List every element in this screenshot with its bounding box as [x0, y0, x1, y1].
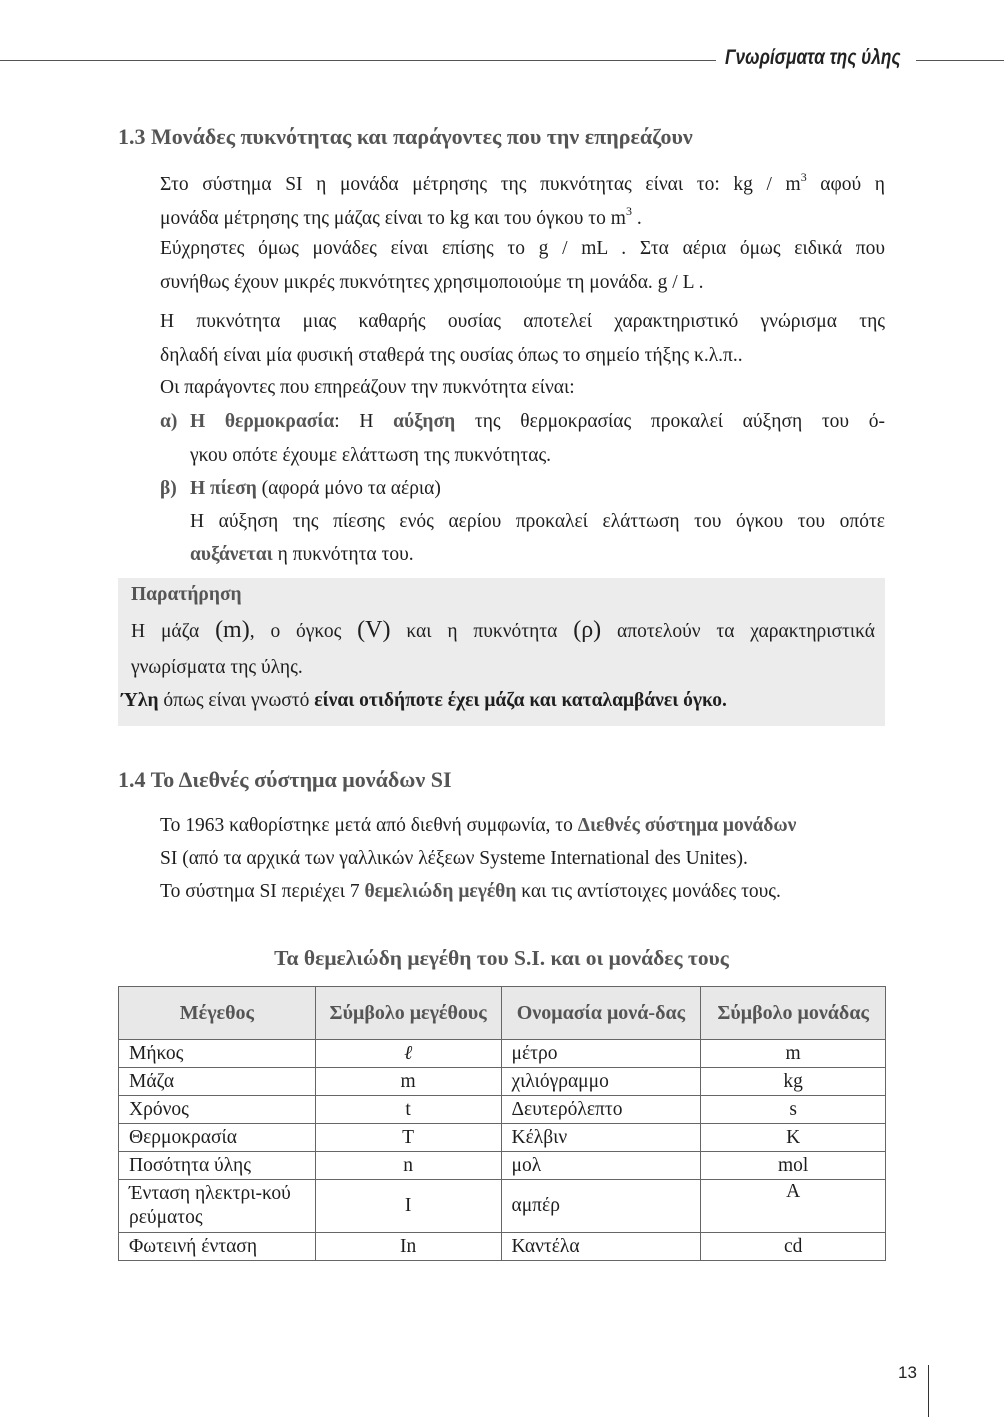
list-item-line: αυξάνεται η πυκνότητα του. — [190, 544, 414, 565]
list-item-line: Η αύξηση της πίεσης ενός αερίου προκαλεί ελάττωση του όγκου του οπότε — [190, 511, 885, 532]
table-row — [119, 1124, 886, 1152]
unit-name-cell: μέτρο — [501, 1040, 701, 1068]
table-row — [119, 1233, 886, 1261]
page-number: 13 — [898, 1363, 917, 1382]
column-header: Σύμβολο μονάδας — [701, 987, 886, 1040]
paragraph-line: Η πυκνότητα μιας καθαρής ουσίας αποτελεί χαρακτηριστικό γνώρισμα της — [160, 311, 885, 332]
unit-symbol-cell: cd — [701, 1233, 886, 1261]
paragraph-line: Οι παράγοντες που επηρεάζουν την πυκνότητα είναι: — [160, 377, 575, 398]
quantity-cell: Μήκος — [119, 1040, 316, 1068]
quantity-cell: Ένταση ηλεκτρι-κού ρεύματος — [119, 1180, 316, 1233]
table-title: Τα θεμελιώδη μεγέθη του S.I. και οι μονάδες τους — [274, 946, 729, 970]
quantity-symbol-cell: In — [315, 1233, 501, 1261]
table-row — [119, 1040, 886, 1068]
list-marker-b: β) — [160, 478, 177, 499]
table-row — [119, 1180, 886, 1233]
paragraph-line: μονάδα μέτρησης της μάζας είναι το kg και του όγκου το $m^3$ . — [160, 204, 642, 229]
quantity-cell: Ποσότητα ύλης — [119, 1152, 316, 1180]
unit-name-cell: Κέλβιν — [501, 1124, 701, 1152]
quantity-cell: Φωτεινή ένταση — [119, 1233, 316, 1261]
list-item-temperature: Η θερμοκρασία: Η αύξηση της θερμοκρασίας προκαλεί αύξηση του ό- — [190, 411, 886, 432]
unit-symbol-cell: A — [701, 1180, 886, 1233]
quantity-symbol-cell: t — [315, 1096, 501, 1124]
unit-symbol-cell: mol — [701, 1152, 886, 1180]
note-title: Παρατήρηση — [131, 584, 242, 605]
list-marker-a: α) — [160, 411, 178, 432]
header-rule-left — [0, 60, 716, 61]
unit-name-cell: Καντέλα — [501, 1233, 701, 1261]
unit-symbol-cell: m — [701, 1040, 886, 1068]
unit-name-cell: χιλιόγραμμο — [501, 1068, 701, 1096]
list-item-line: γκου οπότε έχουμε ελάττωση της πυκνότητας. — [190, 445, 552, 466]
quantity-cell: Θερμοκρασία — [119, 1124, 316, 1152]
paragraph-line: SI (από τα αρχικά των γαλλικών λέξεων Systeme International des Unites). — [160, 848, 748, 869]
unit-symbol-cell: K — [701, 1124, 886, 1152]
quantity-symbol-cell: m — [315, 1068, 501, 1096]
table-row — [119, 1152, 886, 1180]
section-heading-1-4: 1.4 Το Διεθνές σύστημα μονάδων SI — [118, 767, 452, 792]
unit-symbol-cell: s — [701, 1096, 886, 1124]
header-rule-right — [916, 60, 1004, 61]
list-item-pressure: Η πίεση (αφορά μόνο τα αέρια) — [190, 478, 441, 499]
column-header: Σύμβολο μεγέθους — [315, 987, 501, 1040]
note-line: γνωρίσματα της ύλης. — [131, 657, 303, 678]
paragraph-line: συνήθως έχουν μικρές πυκνότητες χρησιμοποιούμε τη μονάδα. g / L . — [160, 272, 704, 293]
quantity-cell: Μάζα — [119, 1068, 316, 1096]
quantity-symbol-cell: T — [315, 1124, 501, 1152]
section-heading-1-3: 1.3 Μονάδες πυκνότητας και παράγοντες που την επηρεάζουν — [118, 124, 693, 149]
column-header: Μέγεθος — [119, 987, 316, 1040]
note-line: Ύλη όπως είναι γνωστό είναι οτιδήποτε έχει μάζα και καταλαμβάνει όγκο. — [121, 690, 727, 711]
unit-name-cell: Δευτερόλεπτο — [501, 1096, 701, 1124]
unit-name-cell: μολ — [501, 1152, 701, 1180]
paragraph-line: Στο σύστημα SI η μονάδα μέτρησης της πυκνότητας είναι το: kg / $m^3$ αφού η — [160, 170, 885, 195]
quantity-symbol-cell: I — [315, 1180, 501, 1233]
quantity-cell: Χρόνος — [119, 1096, 316, 1124]
unit-name-cell: αμπέρ — [501, 1180, 701, 1233]
paragraph-line: Το σύστημα SI περιέχει 7 θεμελιώδη μεγέθη και τις αντίστοιχες μονάδες τους. — [160, 881, 781, 902]
quantity-symbol-cell: ℓ — [315, 1040, 501, 1068]
note-line: Η μάζα (m), ο όγκος (V) και η πυκνότητα (ρ) αποτελούν τα χαρακτηριστικά — [131, 617, 875, 643]
quantity-symbol-cell: n — [315, 1152, 501, 1180]
si-units-table — [118, 986, 886, 1261]
paragraph-line: Εύχρηστες όμως μονάδες είναι επίσης το g / mL . Στα αέρια όμως ειδικά που — [160, 238, 885, 259]
table-row — [119, 1068, 886, 1096]
table-header-row — [119, 987, 886, 1040]
column-header: Ονομασία μονά-δας — [501, 987, 701, 1040]
unit-symbol-cell: kg — [701, 1068, 886, 1096]
page-number-rule — [928, 1365, 929, 1417]
running-header: Γνωρίσματα της ύλης — [725, 46, 901, 69]
paragraph-line: Το 1963 καθορίστηκε μετά από διεθνή συμφωνία, το Διεθνές σύστημα μονάδων — [160, 815, 797, 836]
paragraph-line: δηλαδή είναι μία φυσική σταθερά της ουσίας όπως το σημείο τήξης κ.λ.π.. — [160, 345, 743, 366]
table-row — [119, 1096, 886, 1124]
